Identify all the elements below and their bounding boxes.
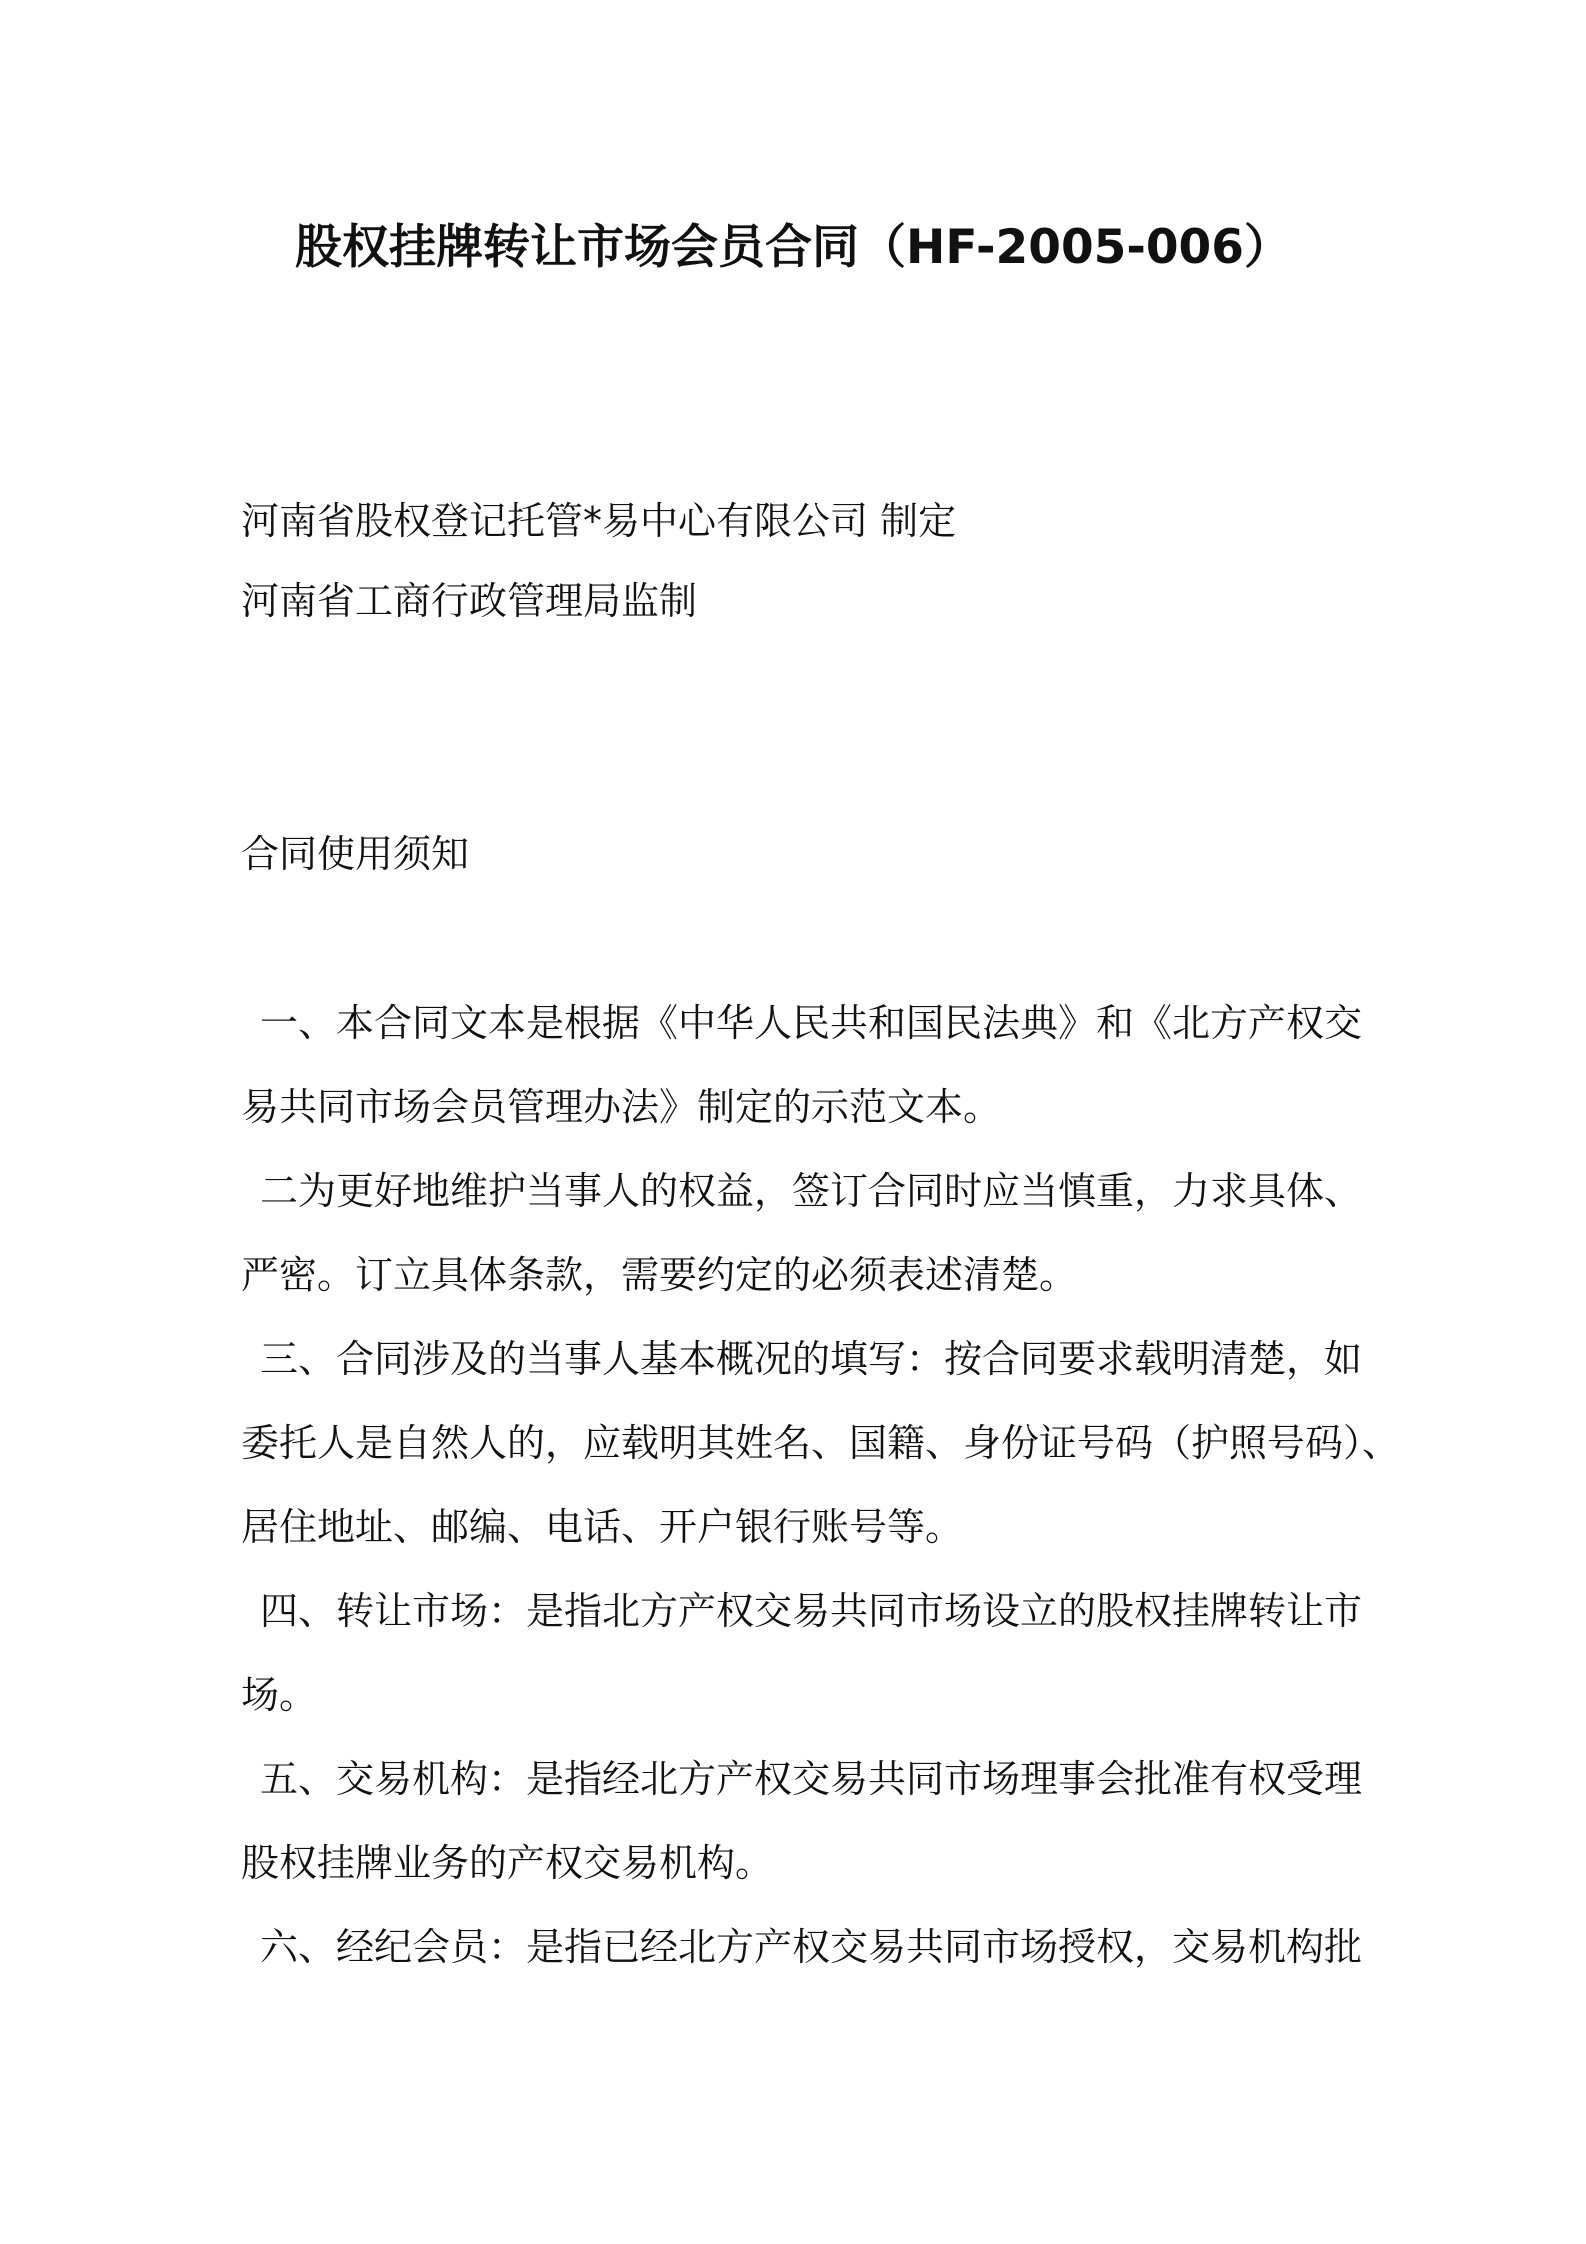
body-line: 股权挂牌业务的产权交易机构。: [241, 1841, 774, 1885]
body-line: 委托人是自然人的，应载明其姓名、国籍、身份证号码（护照号码）、: [241, 1421, 1401, 1465]
body-line: 易共同市场会员管理办法》制定的示范文本。: [241, 1085, 1002, 1129]
section-heading: 合同使用须知: [241, 832, 470, 876]
body-line: 严密。订立具体条款，需要约定的必须表述清楚。: [241, 1253, 1078, 1297]
body-line: 四、转让市场：是指北方产权交易共同市场设立的股权挂牌转让市: [260, 1589, 1363, 1633]
body-line: 三、合同涉及的当事人基本概况的填写：按合同要求载明清楚，如: [260, 1337, 1363, 1381]
body-line: 一、本合同文本是根据《中华人民共和国民法典》和《北方产权交: [260, 1001, 1363, 1045]
issuer-line: 河南省股权登记托管*易中心有限公司 制定: [241, 499, 957, 543]
body-line: 场。: [241, 1673, 318, 1717]
document-title: 股权挂牌转让市场会员合同（HF-2005-006）: [295, 220, 1291, 275]
body-line: 居住地址、邮编、电话、开户银行账号等。: [241, 1505, 964, 1549]
body-line: 二为更好地维护当事人的权益，签订合同时应当慎重，力求具体、: [260, 1169, 1363, 1213]
body-line: 六、经纪会员：是指已经北方产权交易共同市场授权，交易机构批: [260, 1925, 1363, 1969]
body-line: 五、交易机构：是指经北方产权交易共同市场理事会批准有权受理: [260, 1757, 1363, 1801]
issuer-line: 河南省工商行政管理局监制: [241, 579, 698, 623]
